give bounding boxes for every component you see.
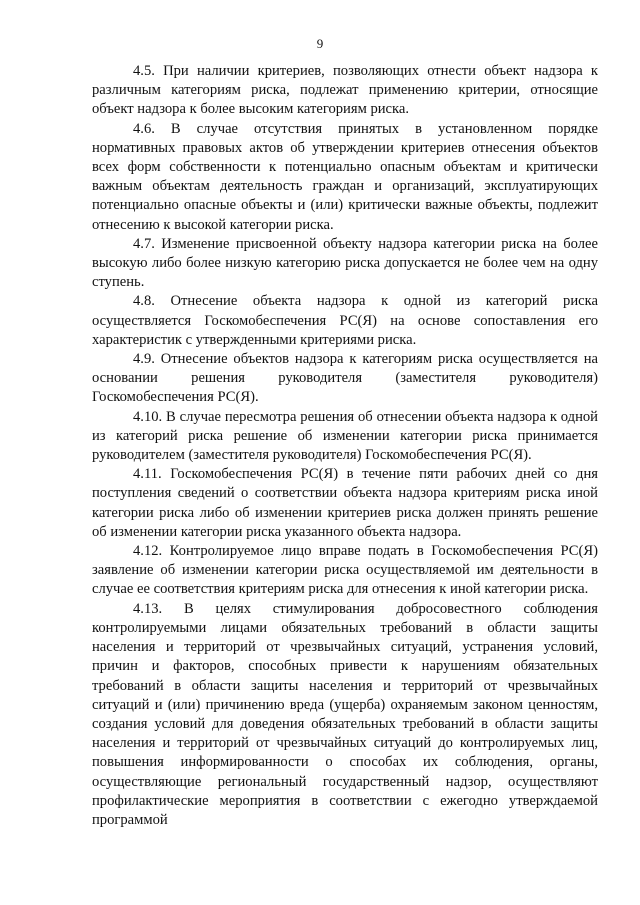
- page-number: 9: [316, 36, 324, 51]
- paragraph-4-5: 4.5. При наличии критериев, позволяющих отнести объект надзора к различным категориям риска, подлежат применению критерии, относящие объект надзора к более высоким категориям риска.: [92, 63, 598, 118]
- paragraph-4-12: 4.12. Контролируемое лицо вправе подать в Госкомобеспечения РС(Я) заявление об изменении категории риска осуществляемой им деятельности в случае ее соответствия критериям риска для отнесения к иной категории риска.: [92, 543, 598, 598]
- paragraph-4-10: 4.10. В случае пересмотра решения об отнесении объекта надзора к одной из категорий риска решение об изменении категории риска принимается руководителем (заместителя руководителя) Госкомобеспечения РС(Я).: [92, 408, 598, 464]
- document-body: [92, 62, 598, 830]
- paragraph-4-9: 4.9. Отнесение объектов надзора к категориям риска осуществляется на основании решения руководителя (заместителя руководителя) Госкомобеспечения РС(Я).: [92, 351, 598, 406]
- paragraph-4-8: 4.8. Отнесение объекта надзора к одной из категорий риска осуществляется Госкомобеспечения РС(Я) на основе сопоставления его характеристик с утвержденными критериями риска.: [92, 293, 598, 348]
- paragraph-4-11: 4.11. Госкомобеспечения РС(Я) в течение пяти рабочих дней со дня поступления сведений о соответствии объекта надзора критериям риска иной категории риска либо об изменении критериев риска должен принять решение об изменении категории риска указанного объекта надзора.: [92, 466, 598, 540]
- paragraph-4-13: 4.13. В целях стимулирования добросовестного соблюдения контролируемыми лицами обязательных требований в области защиты населения и территорий от чрезвычайных ситуаций, устранения условий, причин и факторов, способных привести к нарушениям обязательных требований в области защиты населения и территорий от чрезвычайных ситуаций и (или) причинению вреда (ущерба) охраняемым законом ценностям, создания условий для доведения обязательных требований в области защиты населения и территорий от чрезвычайных ситуаций до контролируемых лиц, повышения информированности о способах их соблюдения, органы, осуществляющие региональный государственный надзор, осуществляют профилактические мероприятия в соответствии с ежегодно утверждаемой программой: [92, 600, 598, 828]
- paragraph-4-6: 4.6. В случае отсутствия принятых в установленном порядке нормативных правовых актов об утверждении критериев отнесения объектов всех форм собственности к потенциально опасным объектам и критически важным объектам деятельность граждан и организаций, эксплуатирующих потенциально опасные объекты и (или) критически важные объекты, подлежит отнесению к высокой категории риска.: [92, 120, 598, 233]
- paragraph-4-7: 4.7. Изменение присвоенной объекту надзора категории риска на более высокую либо более низкую категорию риска допускается не более чем на одну ступень.: [92, 235, 598, 291]
